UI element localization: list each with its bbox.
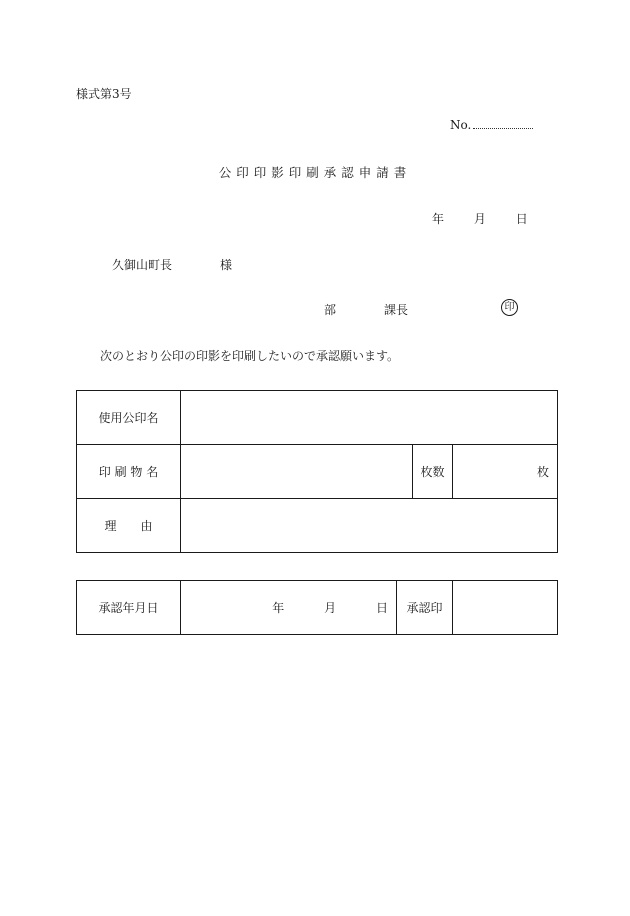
approval-year: 年 (272, 601, 285, 615)
document-title: 公印印影印刷承認申請書 (218, 165, 412, 180)
number-label: No. (450, 118, 472, 132)
application-table (76, 390, 558, 553)
department-label: 部 (324, 303, 337, 317)
table-row (77, 391, 558, 445)
count-field[interactable] (453, 445, 558, 499)
approval-date-label: 承認年月日 (77, 581, 181, 635)
table-row (77, 581, 558, 635)
honorific: 様 (220, 258, 233, 272)
addressee (112, 256, 232, 273)
day-label: 日 (515, 212, 528, 226)
section-chief-label: 課長 (384, 303, 409, 317)
form-number: 様式第3号 (76, 87, 132, 101)
month-label: 月 (473, 212, 486, 226)
seal-mark: 印 (501, 299, 518, 316)
year-label: 年 (432, 212, 445, 226)
count-unit: 枚 (537, 465, 550, 479)
addressee-name: 久御山町長 (112, 258, 173, 272)
request-text: 次のとおり公印の印影を印刷したいので承認願います。 (100, 349, 400, 363)
approval-month: 月 (324, 601, 337, 615)
print-item-field[interactable] (181, 445, 413, 499)
print-item-label: 印 刷 物 名 (77, 445, 181, 499)
application-date (432, 210, 528, 227)
approval-day: 日 (375, 601, 388, 615)
document-number (450, 118, 533, 132)
number-blank (473, 118, 533, 129)
table-row (77, 445, 558, 499)
approval-date-field[interactable] (181, 581, 397, 635)
seal-name-label: 使用公印名 (77, 391, 181, 445)
reason-label: 理 由 (77, 499, 181, 553)
reason-field[interactable] (181, 499, 558, 553)
approval-seal-label: 承認印 (397, 581, 453, 635)
approval-seal-field[interactable] (453, 581, 558, 635)
approval-table (76, 580, 558, 635)
seal-name-field[interactable] (181, 391, 558, 445)
count-label: 枚数 (413, 445, 453, 499)
table-row (77, 499, 558, 553)
